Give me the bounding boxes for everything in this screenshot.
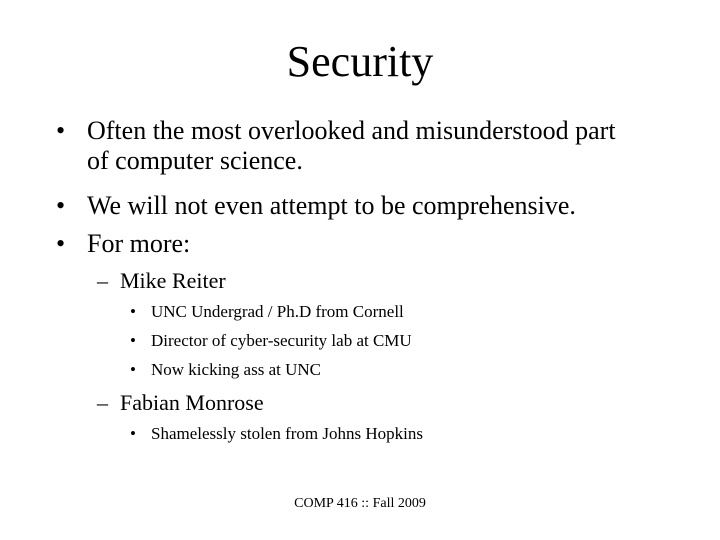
bullet-marker: • — [56, 229, 66, 258]
slide-title: Security — [286, 37, 434, 86]
bullet-text: We will not even attempt to be comprehensive. — [87, 191, 576, 220]
sub-sub-bullet-text: Shamelessly stolen from Johns Hopkins — [151, 424, 423, 443]
bullet-text-line: Often the most overlooked and misunderstood part — [87, 116, 616, 145]
bullet-text-line: of computer science. — [87, 146, 303, 175]
bullet-marker: • — [130, 331, 136, 350]
bullet-marker: • — [130, 302, 136, 321]
bullet-text: For more: — [87, 229, 191, 258]
slide-footer: COMP 416 :: Fall 2009 — [294, 496, 426, 511]
sub-sub-bullet-text: Director of cyber-security lab at CMU — [151, 331, 412, 350]
dash-marker: – — [97, 268, 108, 293]
sub-bullet-text: Mike Reiter — [120, 268, 226, 293]
dash-marker: – — [97, 390, 108, 415]
sub-bullet-text: Fabian Monrose — [120, 390, 264, 415]
bullet-marker: • — [56, 191, 66, 220]
bullet-marker: • — [130, 424, 136, 443]
bullet-marker: • — [56, 116, 66, 145]
sub-sub-bullet-text: Now kicking ass at UNC — [151, 360, 321, 379]
sub-sub-bullet-text: UNC Undergrad / Ph.D from Cornell — [151, 302, 404, 321]
bullet-marker: • — [130, 360, 136, 379]
